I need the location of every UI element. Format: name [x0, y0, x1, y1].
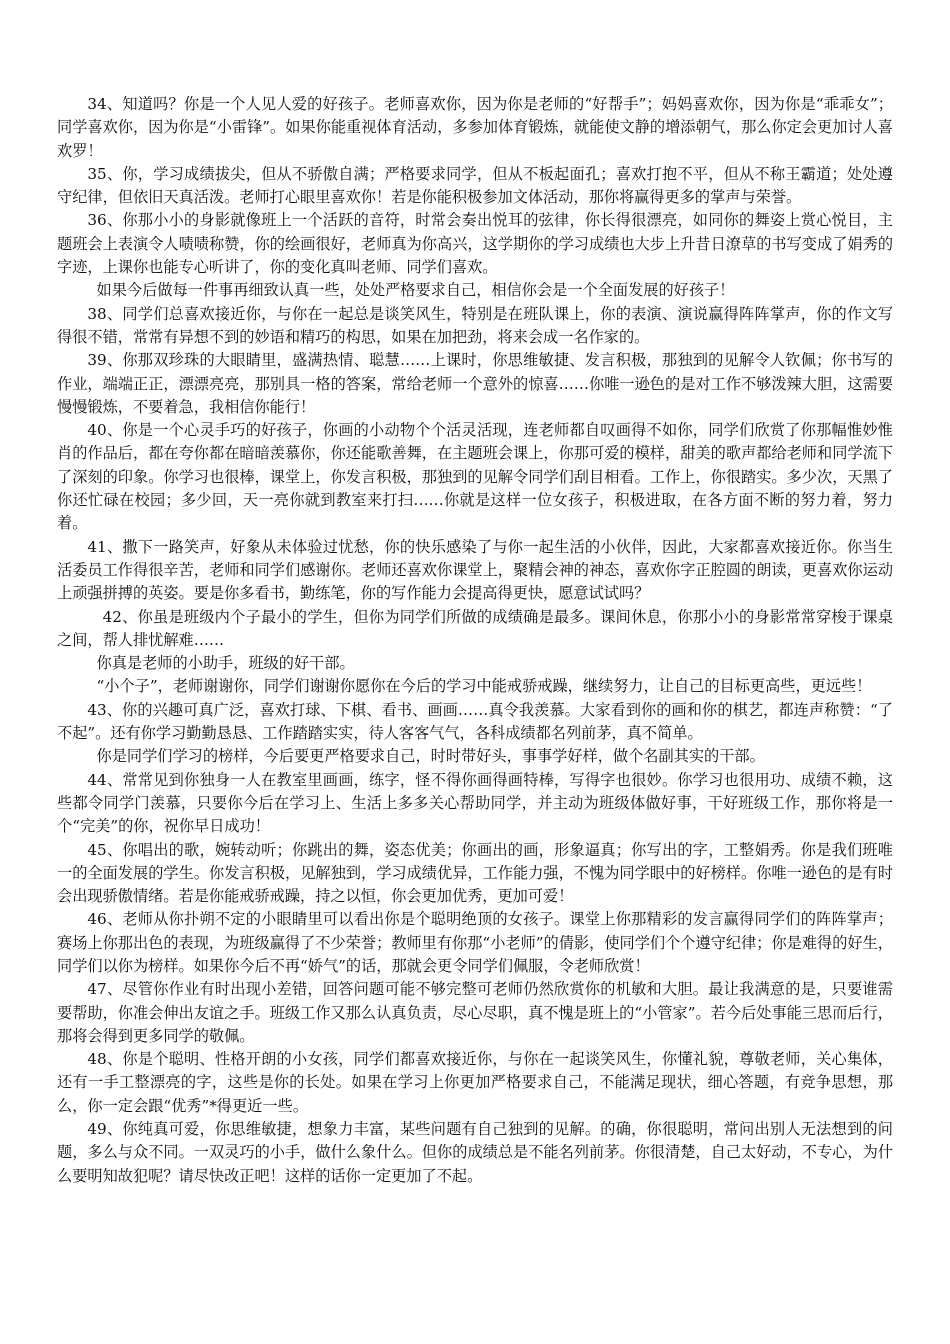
- comment-43-followup: 你是同学们学习的榜样，今后要更严格要求自己，时时带好头，事事学好样，做个名副其实的干部。: [96, 747, 765, 766]
- comment-42-followup-2: “小个子”，老师谢谢你，同学们谢谢你愿你在今后的学习中能戒骄戒躁，继续努力，让自己的目标更高些，更远些！: [96, 677, 872, 696]
- comment-44: 44、常常见到你独身一人在教室里画画，练字，怪不得你画得画特棒，写得字也很妙。你学习也很用功、成绩不赖，这些都令同学门羡慕，只要你今后在学习上、生活上多多关心帮助同学，并主动为班级体做好事，干好班级工作，那你将是一个“完美”的你，祝你早日成功！: [57, 770, 893, 836]
- comment-46: 46、老师从你扑朔不定的小眼睛里可以看出你是个聪明绝顶的女孩子。课堂上你那精彩的发言赢得同学们的阵阵掌声；赛场上你那出色的表现，为班级赢得了不少荣誉；教师里有你那“小老师”的倩影，使同学们个个遵守纪律；你是难得的好生，同学们以你为榜样。如果你今后不再“娇气”的话，那就会更令同学们佩服，令老师欣赏！: [57, 910, 893, 975]
- comment-34: 34、知道吗？你是一个人见人爱的好孩子。老师喜欢你，因为你是老师的“好帮手”；妈妈喜欢你，因为你是“乖乖女”；同学喜欢你，因为你是“小雷锋”。如果你能重视体育活动，多参加体育锻炼，就能使文静的增添朝气，那么你定会更加讨人喜欢罗！: [57, 95, 893, 160]
- comment-42: 42、你虽是班级内个子最小的学生，但你为同学们所做的成绩确是最多。课间休息，你那小小的身影常常穿梭于课桌之间，帮人排忧解难……: [57, 607, 893, 649]
- comment-38: 38、同学们总喜欢接近你，与你在一起总是谈笑风生，特别是在班队课上，你的表演、演说赢得阵阵掌声，你的作文写得很不错，常常有异想不到的妙语和精巧的构思，如果在加把劲，将来会成一名作家的。: [57, 304, 893, 346]
- comment-36-followup: 如果今后做每一件事再细致认真一些，处处严格要求自己，相信你会是一个全面发展的好孩子！: [96, 281, 735, 300]
- comment-35: 35、你，学习成绩拔尖，但从不骄傲自满；严格要求同学，但从不板起面孔；喜欢打抱不平，但从不称王霸道；处处遵守纪律，但依旧天真活泼。老师打心眼里喜欢你！若是你能积极参加文体活动，那你将赢得更多的掌声与荣誉。: [57, 164, 893, 207]
- comment-43: 43、你的兴趣可真广泛，喜欢打球、下棋、看书、画画……真令我羡慕。大家看到你的画和你的棋艺，都连声称赞：“了不起”。还有你学习勤勤恳恳、工作踏踏实实，待人客客气气，各科成绩都名列前茅，真不简单。: [57, 700, 893, 743]
- comment-48: 48、你是个聪明、性格开朗的小女孩，同学们都喜欢接近你，与你在一起谈笑风生，你懂礼貌，尊敬老师，关心集体，还有一手工整漂亮的字，这些是你的长处。如果在学习上你更加严格要求自己，不能满足现状，细心答题，有竞争思想，那么，你一定会跟“优秀”*得更近一些。: [57, 1050, 893, 1115]
- comment-39: 39、你那双珍珠的大眼睛里，盛满热情、聪慧……上课时，你思维敏捷、发言积极，那独到的见解令人钦佩；你书写的作业，端端正正，漂漂亮亮，那别具一格的答案，常给老师一个意外的惊喜……你唯一逊色的是对工作不够泼辣大胆，这需要慢慢锻炼，不要着急，我相信你能行！: [57, 351, 893, 416]
- comment-47: 47、尽管你作业有时出现小差错，回答问题可能不够完整可老师仍然欣赏你的机敏和大胆。最让我满意的是，只要谁需要帮助，你准会伸出友谊之手。班级工作又那么认真负责，尽心尽职，真不愧是班上的“小管家”。若今后处事能三思而后行，那将会得到更多同学的敬佩。: [57, 980, 893, 1045]
- comment-42-followup-1: 你真是老师的小助手，班级的好干部。: [96, 654, 355, 673]
- comment-49: 49、你纯真可爱，你思维敏捷，想象力丰富，某些问题有自己独到的见解。的确，你很聪明，常问出别人无法想到的问题，多么与众不同。一双灵巧的小手，做什么象什么。但你的成绩总是不能名列前茅。你很清楚，自己太好动，不专心，为什么要明知故犯呢？请尽快改正吧！这样的话你一定更加了不起。: [57, 1120, 893, 1185]
- comment-36: 36、你那小小的身影就像班上一个活跃的音符，时常会奏出悦耳的弦律，你长得很漂亮，如同你的舞姿上赏心悦目，主题班会上表演令人啧啧称赞，你的绘画很好，老师真为你高兴，这学期你的学习成绩也大步上升昔日潦草的书写变成了娟秀的字迹，上课你也能专心听讲了，你的变化真叫老师、同学们喜欢。: [57, 211, 893, 277]
- comment-45: 45、你唱出的歌，婉转动听；你跳出的舞，姿态优美；你画出的画，形象逼真；你写出的字，工整娟秀。你是我们班唯一的全面发展的学生。你发言积极，见解独到，学习成绩优异，工作能力强，不愧为同学眼中的好榜样。你唯一逊色的是有时会出现骄傲情绪。若是你能戒骄戒躁，持之以恒，你会更加优秀，更加可爱！: [57, 840, 893, 906]
- comment-41: 41、撒下一路笑声，好象从未体验过忧愁，你的快乐感染了与你一起生活的小伙伴，因此，大家都喜欢接近你。你当生活委员工作得很辛苦，老师和同学们感谢你。老师还喜欢你课堂上，聚精会神的神态，喜欢你字正腔圆的朗读，更喜欢你运动上顽强拼搏的英姿。要是你多看书，勤练笔，你的写作能力会提高得更快，愿意试试吗？: [57, 537, 893, 603]
- comment-40: 40、你是一个心灵手巧的好孩子，你画的小动物个个活灵活现，连老师都自叹画得不如你，同学们欣赏了你那幅惟妙惟肖的作品后，都在夸你都在暗暗羡慕你，你还能歌善舞，在主题班会课上，你那可爱的模样，甜美的歌声都给老师和同学流下了深刻的印象。你学习也很棒，课堂上，你发言积极，那独到的见解令同学们刮目相看。工作上，你很踏实。多少次，天黑了你还忙碌在校园；多少回，天一亮你就到教室来打扫……你就是这样一位女孩子，积极进取，在各方面不断的努力着，努力着。: [57, 421, 893, 533]
